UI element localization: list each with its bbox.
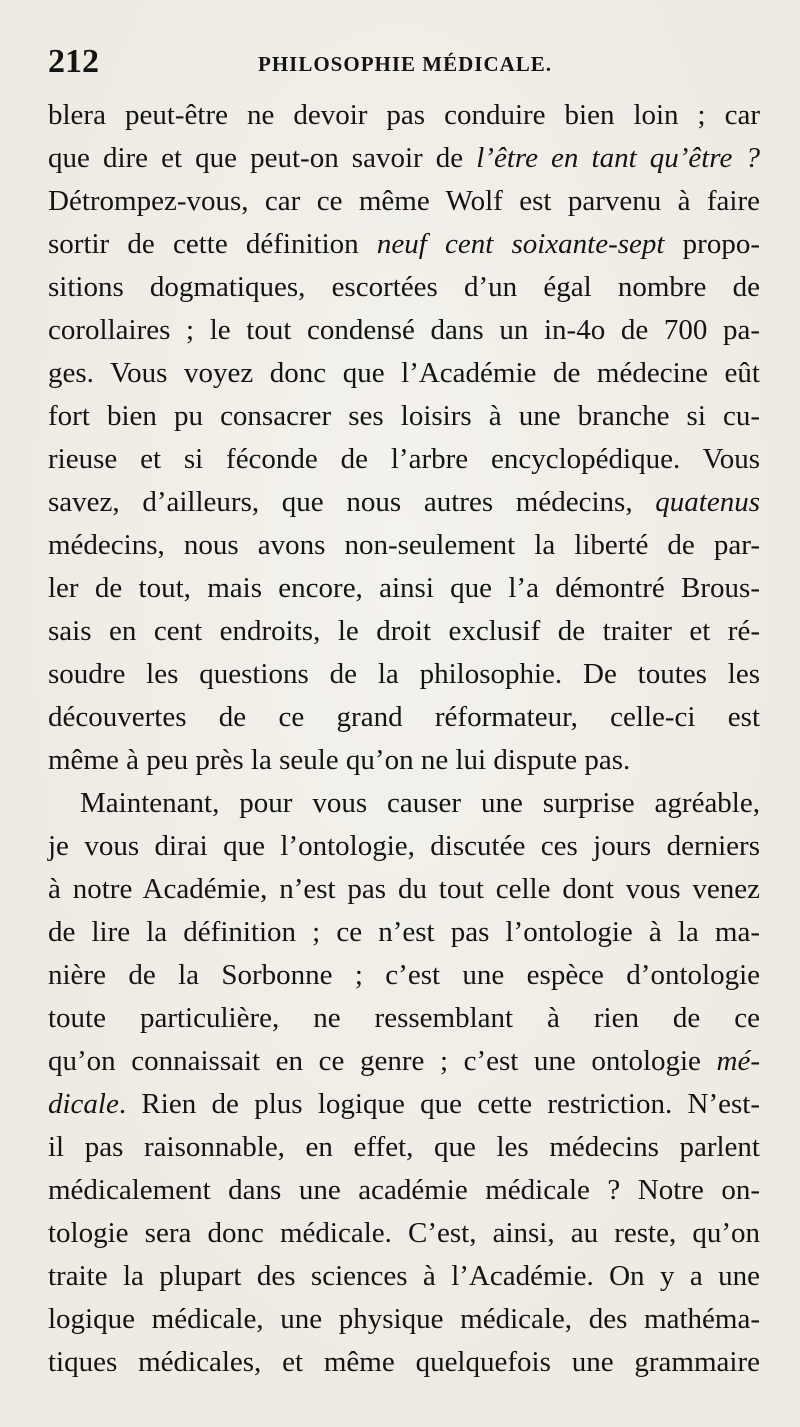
text-run: nière de la Sorbonne ; c’est une espèce d’ontologie — [48, 959, 760, 991]
text-line — [48, 567, 760, 610]
text-line — [48, 94, 760, 137]
text-line — [48, 1083, 760, 1126]
text-run: tologie sera donc médicale. C’est, ainsi, au reste, qu’on — [48, 1217, 760, 1249]
text-run: soudre les questions de la philosophie. De toutes les — [48, 658, 760, 690]
text-line — [48, 1169, 760, 1212]
page-header — [48, 42, 758, 86]
italic-run: neuf cent soixante-sept — [376, 228, 665, 260]
text-run: sitions dogmatiques, escortées d’un égal nombre de — [48, 271, 760, 303]
text-run: tiques médicales, et même quelquefois une grammaire — [48, 1346, 760, 1378]
text-line — [48, 1298, 760, 1341]
text-run: il pas raisonnable, en effet, que les médecins parlent — [48, 1131, 760, 1163]
text-run: logique médicale, une physique médicale, des mathéma- — [48, 1303, 760, 1335]
text-line — [48, 481, 760, 524]
text-run: savez, d’ailleurs, que nous autres médecins, — [48, 486, 656, 518]
text-run: médecins, nous avons non-seulement la liberté de par- — [48, 529, 760, 561]
body-text — [48, 94, 760, 1384]
text-line — [48, 1212, 760, 1255]
running-title: PHILOSOPHIE MÉDICALE. — [258, 52, 553, 76]
italic-run: mé- — [716, 1045, 760, 1077]
italic-run: l’être en tant qu’être ? — [476, 142, 760, 174]
text-line — [48, 524, 760, 567]
text-run: traite la plupart des sciences à l’Académie. On y a une — [48, 1260, 760, 1292]
text-line — [48, 1126, 760, 1169]
text-line — [48, 266, 760, 309]
text-line — [48, 223, 760, 266]
text-line — [48, 911, 760, 954]
text-line — [48, 696, 760, 739]
text-run: corollaires ; le tout condensé dans un in-4o de 700 pa- — [48, 314, 760, 346]
text-run: Maintenant, pour vous causer une surprise agréable, — [80, 787, 760, 819]
text-run: que dire et que peut-on savoir de — [48, 142, 477, 174]
text-line — [48, 438, 760, 481]
text-line — [48, 352, 760, 395]
text-line — [48, 1040, 760, 1083]
text-line — [48, 782, 760, 825]
text-run: toute particulière, ne ressemblant à rien de ce — [48, 1002, 760, 1034]
text-line — [48, 868, 760, 911]
text-run: . Rien de plus logique que cette restriction. N’est- — [118, 1088, 760, 1120]
page-number: 212 — [48, 43, 99, 80]
text-line — [48, 1341, 760, 1384]
text-line — [48, 954, 760, 997]
text-line — [48, 653, 760, 696]
text-line — [48, 739, 760, 782]
text-line — [48, 137, 760, 180]
text-run: fort bien pu consacrer ses loisirs à une branche si cu- — [48, 400, 760, 432]
text-run: je vous dirai que l’ontologie, discutée ces jours derniers — [48, 830, 760, 862]
text-run: ler de tout, mais encore, ainsi que l’a démontré Brous- — [48, 572, 760, 604]
text-run: sortir de cette définition — [48, 228, 377, 260]
text-run: de lire la définition ; ce n’est pas l’ontologie à la ma- — [48, 916, 760, 948]
text-line — [48, 309, 760, 352]
text-line — [48, 825, 760, 868]
text-line — [48, 610, 760, 653]
text-run: qu’on connaissait en ce genre ; c’est une ontologie — [48, 1045, 717, 1077]
text-run: sais en cent endroits, le droit exclusif de traiter et ré- — [48, 615, 760, 647]
text-line — [48, 1255, 760, 1298]
text-line — [48, 395, 760, 438]
text-line — [48, 997, 760, 1040]
text-run: découvertes de ce grand réformateur, celle-ci est — [48, 701, 760, 733]
text-run: rieuse et si féconde de l’arbre encyclopédique. Vous — [48, 443, 760, 475]
text-run: blera peut-être ne devoir pas conduire bien loin ; car — [48, 99, 760, 131]
text-run: même à peu près la seule qu’on ne lui dispute pas. — [48, 744, 631, 776]
text-run: propo- — [664, 228, 760, 260]
italic-run: dicale — [48, 1088, 119, 1120]
text-run: Détrompez-vous, car ce même Wolf est parvenu à faire — [48, 185, 760, 217]
text-line — [48, 180, 760, 223]
text-run: ges. Vous voyez donc que l’Académie de médecine eût — [48, 357, 760, 389]
text-run: à notre Académie, n’est pas du tout celle dont vous venez — [48, 873, 760, 905]
italic-run: quatenus — [655, 486, 760, 518]
text-run: médicalement dans une académie médicale ? Notre on- — [48, 1174, 760, 1206]
